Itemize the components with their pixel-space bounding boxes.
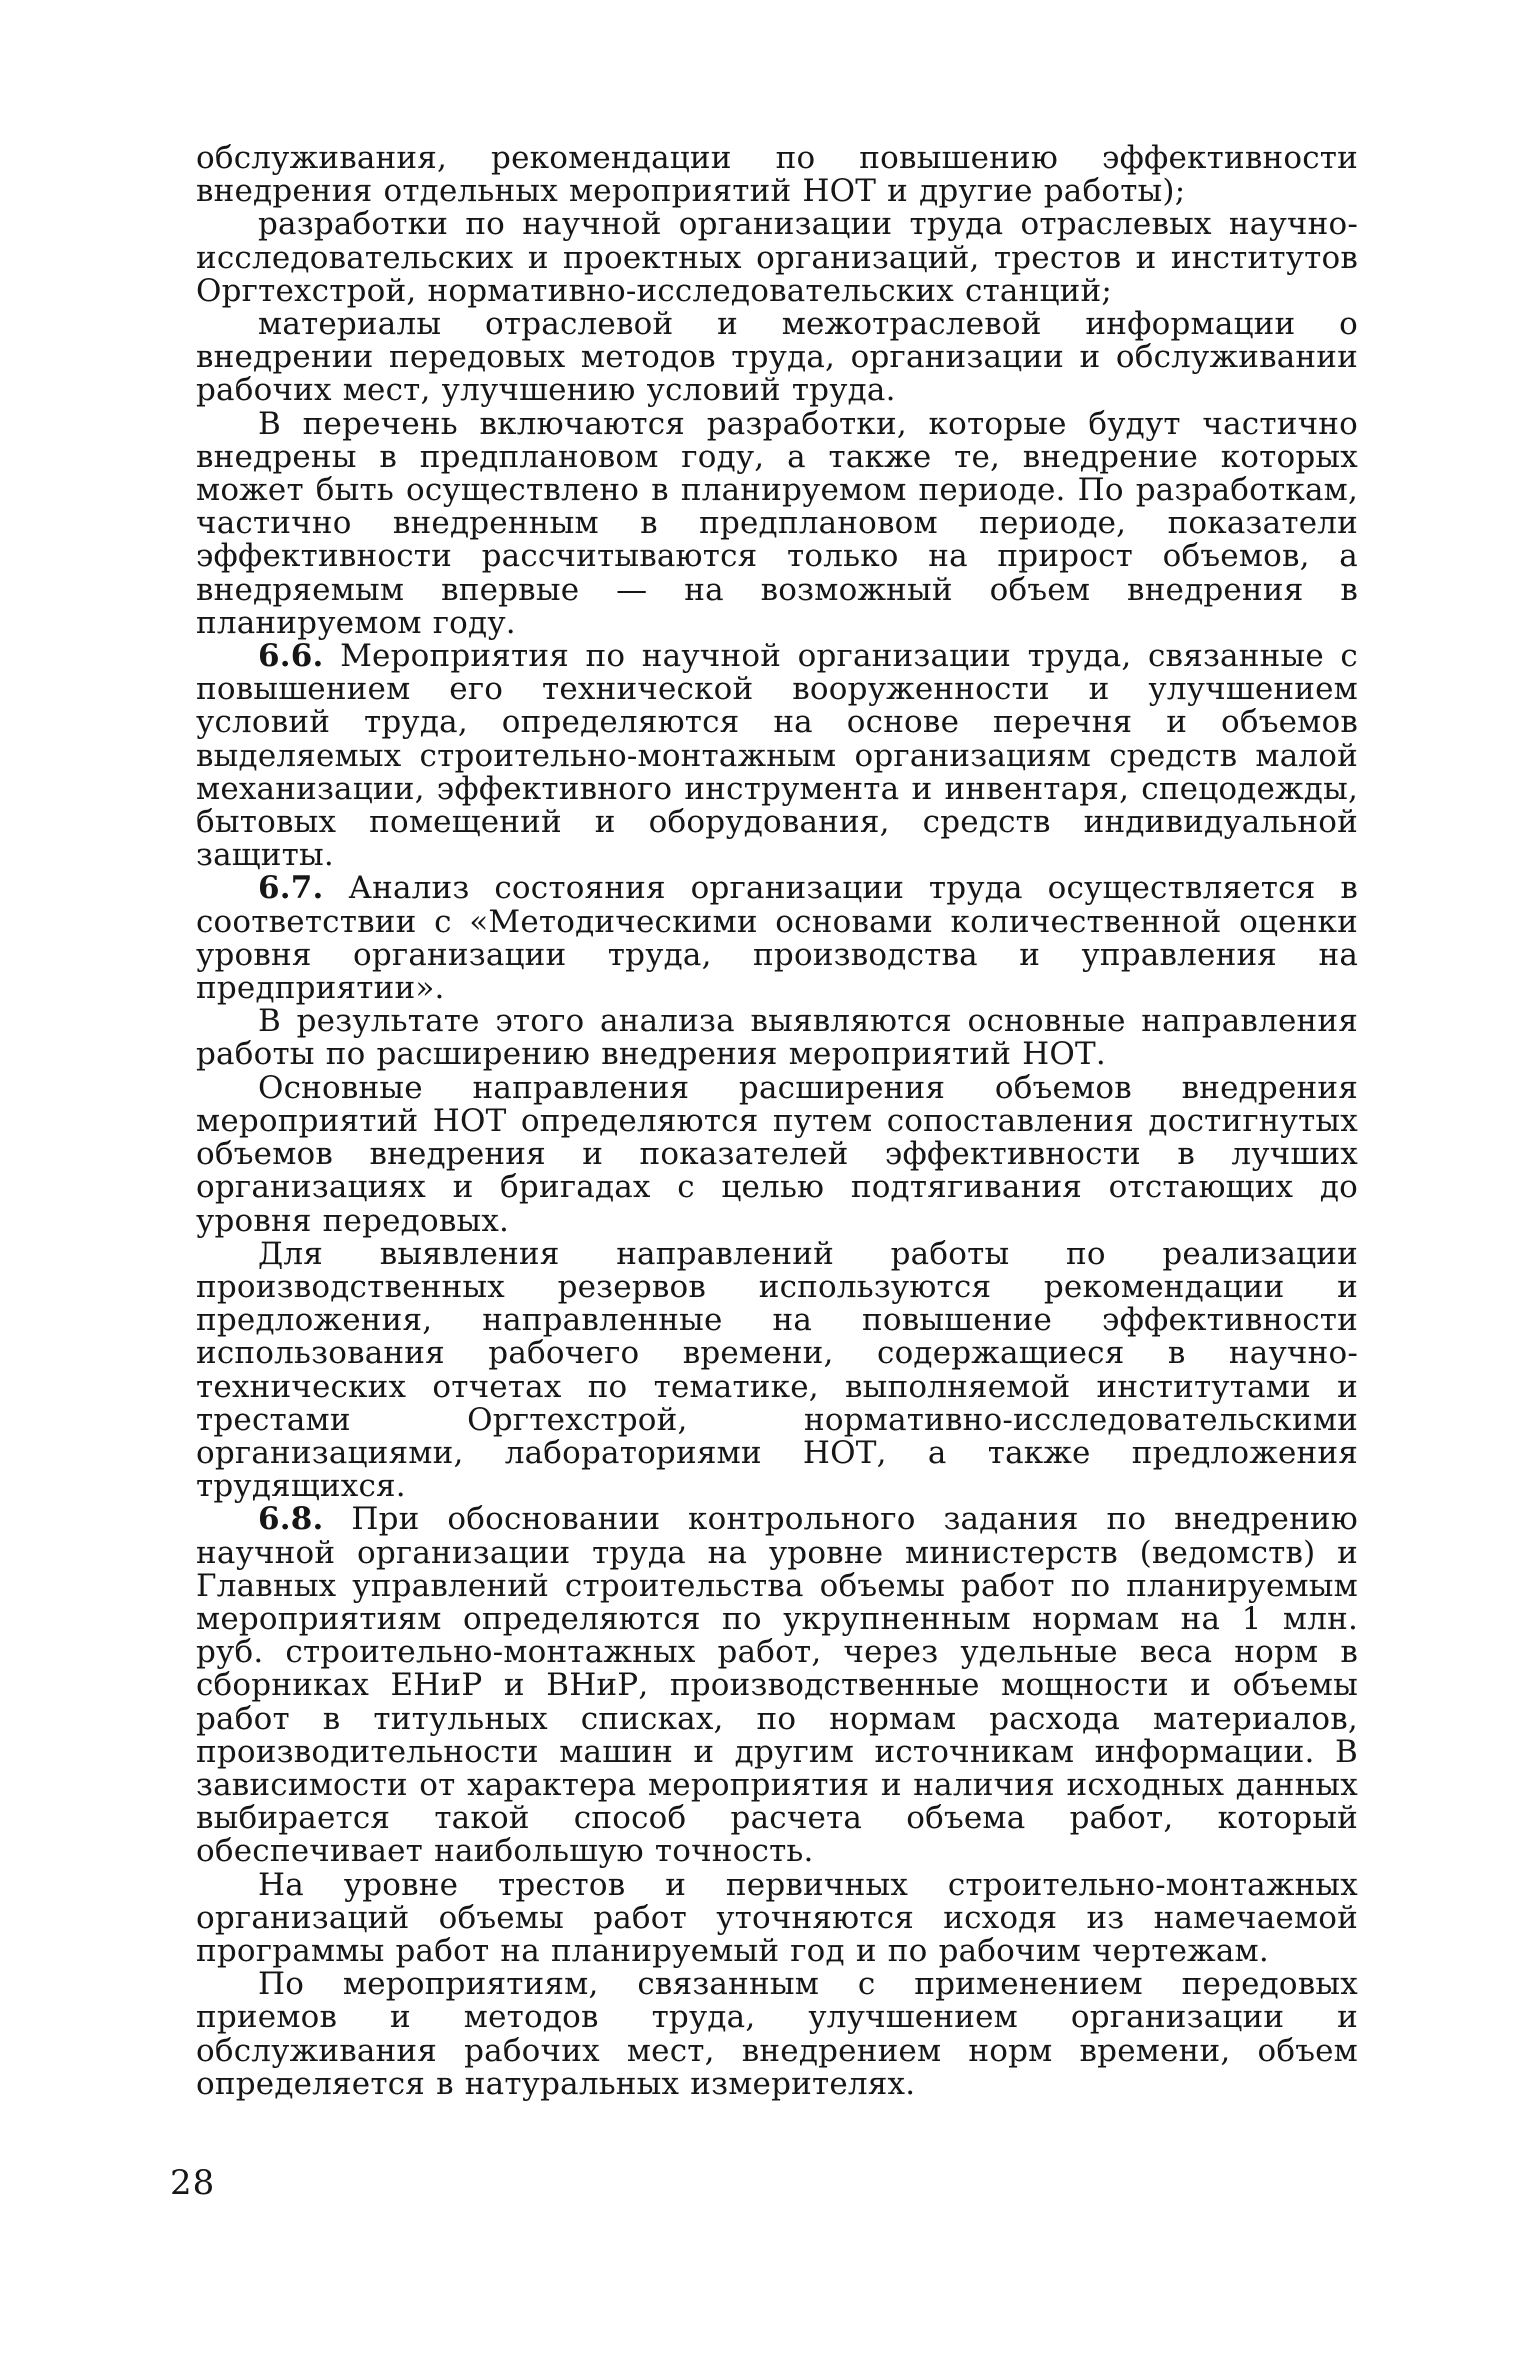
- section-number: 6.6.: [258, 638, 324, 675]
- paragraph: Для выявления направлений работы по реализации производственных резервов используются рекомендации и предложения, направленные на повышение эффективности использования рабочего времени, содержащиеся в научно-технических отчетах по тематике, выполняемой институтами и трестами Оргтехстрой, нормативно-исследовательскими организациями, лабораториями НОТ, а также предложения трудящихся.: [196, 1235, 1358, 1505]
- section-number: 6.8.: [258, 1501, 324, 1538]
- paragraph: материалы отраслевой и межотраслевой информации о внедрении передовых методов труда, организации и обслуживании рабочих мест, улучшению условий труда.: [196, 306, 1358, 409]
- section-paragraph-6-6: 6.6. Мероприятия по научной организации труда, связанные с повышением его технической вооруженности и улучшением условий труда, определяются на основе перечня и объемов выделяемых строительно-монтажным организациям средств малой механизации, эффективного инструмента и инвентаря, спецодежды, бытовых помещений и оборудования, средств индивидуальной защиты.: [196, 638, 1358, 874]
- paragraph: разработки по научной организации труда отраслевых научно-исследовательских и проектных организаций, трестов и институтов Оргтехстрой, нормативно-исследовательских станций;: [196, 206, 1358, 309]
- body-text: [196, 142, 1358, 2101]
- paragraph: На уровне трестов и первичных строительно-монтажных организаций объемы работ уточняются исходя из намечаемой программы работ на планируемый год и по рабочим чертежам.: [196, 1866, 1358, 1969]
- section-paragraph-6-7: 6.7. Анализ состояния организации труда осуществляется в соответствии с «Методическими основами количественной оценки уровня организации труда, производства и управления на предприятии».: [196, 870, 1358, 1007]
- paragraph: обслуживания, рекомендации по повышению эффективности внедрения отдельных мероприятий НОТ и другие работы);: [196, 140, 1358, 210]
- section-number: 6.7.: [258, 870, 324, 907]
- paragraph: Основные направления расширения объемов внедрения мероприятий НОТ определяются путем сопоставления достигнутых объемов внедрения и показателей эффективности в лучших организациях и бригадах с целью подтягивания отстающих до уровня передовых.: [196, 1069, 1358, 1239]
- section-paragraph-6-8: 6.8. При обосновании контрольного задания по внедрению научной организации труда на уровне министерств (ведомств) и Главных управлений строительства объемы работ по планируемым мероприятиям определяются по укрупненным нормам на 1 млн. руб. строительно-монтажных работ, через удельные веса норм в сборниках ЕНиР и ВНиР, производственные мощности и объемы работ в титульных списках, по нормам расхода материалов, производительности машин и другим источникам информации. В зависимости от характера мероприятия и наличия исходных данных выбирается такой способ расчета объема работ, который обеспечивает наибольшую точность.: [196, 1501, 1358, 1870]
- page-number: 28: [170, 2163, 216, 2203]
- paragraph: В результате этого анализа выявляются основные направления работы по расширению внедрения мероприятий НОТ.: [196, 1003, 1358, 1073]
- paragraph: В перечень включаются разработки, которые будут частично внедрены в предплановом году, а также те, внедрение которых может быть осуществлено в планируемом периоде. По разработкам, частично внедренным в предплановом периоде, показатели эффективности рассчитываются только на прирост объемов, а внедряемым впервые — на возможный объем внедрения в планируемом году.: [196, 405, 1358, 641]
- paragraph: По мероприятиям, связанным с применением передовых приемов и методов труда, улучшением организации и обслуживания рабочих мест, внедрением норм времени, объем определяется в натуральных измерителях.: [196, 1966, 1358, 2102]
